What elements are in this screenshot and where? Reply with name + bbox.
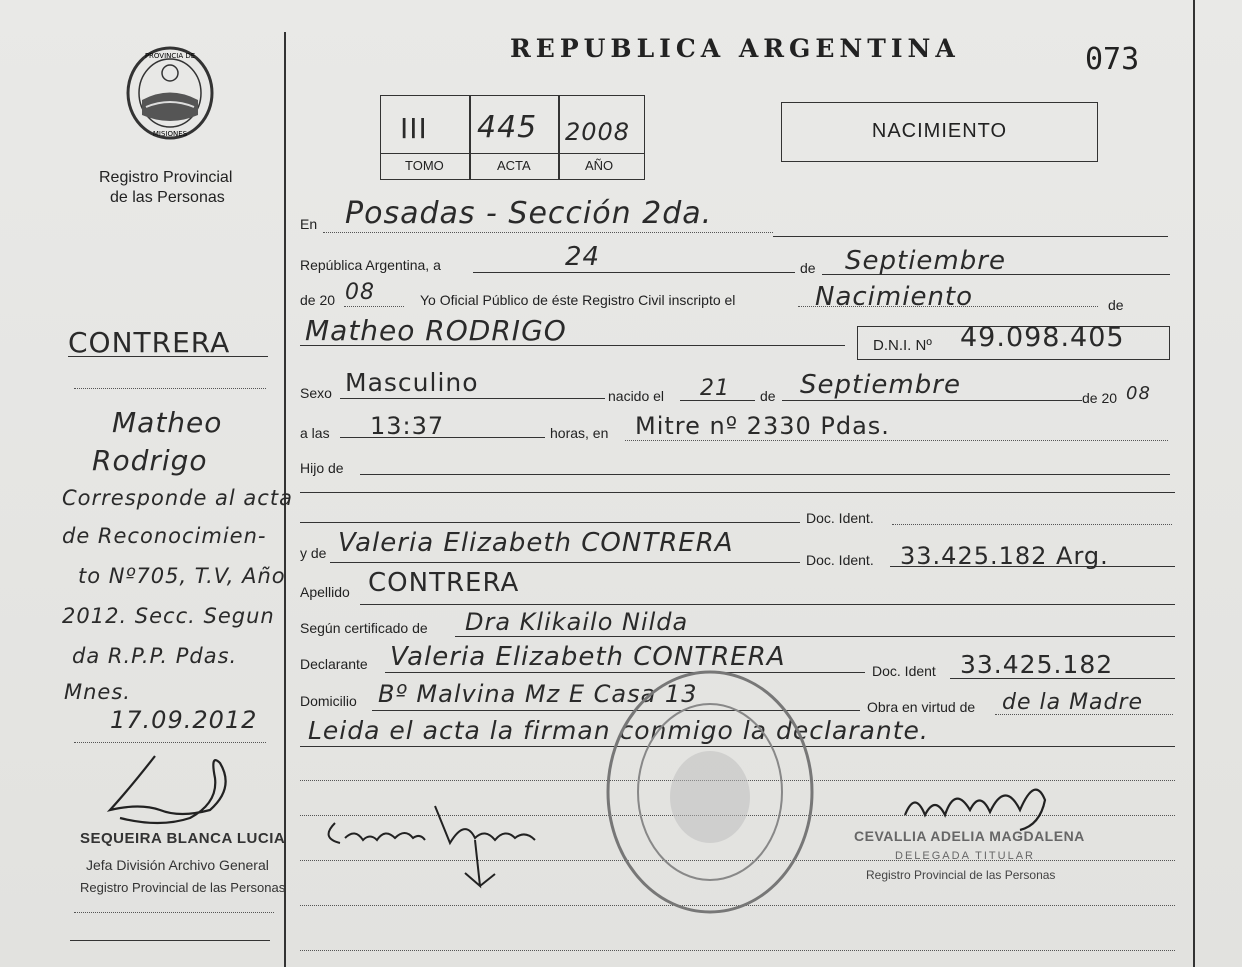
label-hijo-de: Hijo de [300,460,344,476]
margin-note-6: Mnes. [64,680,131,704]
label-declarante: Declarante [300,656,368,672]
value-domicilio: Bº Malvina Mz E Casa 13 [378,680,698,708]
value-leida: Leida el acta la firman conmigo la declarante. [308,716,929,745]
label-apellido: Apellido [300,584,350,600]
acta-label: ACTA [497,158,531,173]
officer-name: CEVALLIA ADELIA MAGDALENA [854,828,1085,844]
type-label: NACIMIENTO [871,120,1008,142]
declarant-signature-icon [315,798,555,898]
anio-label: AÑO [585,158,614,173]
margin-note-1: Corresponde al acta [62,486,293,510]
margin-note-4: 2012. Secc. Segun [62,604,275,628]
margin-note-2: de Reconocimien- [62,524,267,548]
label-domicilio: Domicilio [300,693,357,709]
official-signature-icon [100,748,250,838]
officer-org: Registro Provincial de las Personas [866,868,1056,882]
svg-text:PROVINCIA DE: PROVINCIA DE [144,52,196,60]
value-mes: Septiembre [845,246,1006,276]
margin-note-3: to Nº705, T.V, Año [78,564,286,588]
label-de200: de 20 [1082,390,1118,406]
value-sexo: Masculino [345,368,479,397]
label-en: En [300,216,318,232]
registry-name-line2: de las Personas [110,189,225,206]
tomo-value: III [400,112,428,145]
right-border-rule [1193,0,1195,967]
label-sexo: Sexo [300,385,332,401]
registry-stamp-icon [600,662,820,922]
value-anio-suffix: 08 [345,280,375,305]
official-org: Registro Provincial de las Personas [80,880,286,895]
label-horas-en: horas, en [550,425,609,441]
label-yo-oficial: Yo Oficial Público de éste Registro Civil inscripto el [420,292,736,308]
value-lugar: Posadas - Sección 2da. [345,196,713,231]
label-republica: República Argentina, a [300,257,441,273]
label-segun: Según certificado de [300,620,428,636]
label-doc-ident-1: Doc. Ident. [806,510,874,526]
label-y-de: y de [300,545,327,561]
label-nacido: nacido el [608,388,665,404]
label-dni: D.N.I. Nº [873,337,932,354]
anio-value: 2008 [565,118,631,146]
provincial-seal [124,45,216,141]
seal-emblem-icon [124,45,216,141]
label-a-las: a las [300,425,330,441]
value-dia: 24 [565,242,601,272]
label-de: de [800,260,816,276]
label-doc-ident-3: Doc. Ident [872,663,936,679]
tomo-label: TOMO [405,158,444,173]
value-madre: Valeria Elizabeth CONTRERA [338,528,734,558]
acta-value: 445 [477,110,538,145]
margin-surname: CONTRERA [68,326,231,359]
officer-title: DELEGADA TITULAR [895,850,1035,862]
record-number: 073 [1085,42,1140,77]
margin-note-date: 17.09.2012 [110,706,258,734]
registry-name-line1: Registro Provincial [99,169,233,186]
type-box [781,102,1098,162]
label-obra: Obra en virtud de [867,699,976,715]
label-de2: de [1108,297,1124,313]
label-de3: de [760,388,776,404]
value-nac-mes: Septiembre [800,370,961,400]
margin-given-name-1: Matheo [112,406,223,439]
value-nac-dia: 21 [700,376,730,401]
value-nombre: Matheo RODRIGO [305,314,567,347]
value-lugar-nac: Mitre nº 2330 Pdas. [635,412,890,440]
value-dni: 49.098.405 [960,322,1125,353]
country-title: REPUBLICA ARGENTINA [510,34,960,63]
label-de20: de 20 [300,292,336,308]
value-hora: 13:37 [370,412,445,440]
margin-note-5: da R.P.P. Pdas. [72,644,238,668]
label-doc-ident-2: Doc. Ident. [806,552,874,568]
official-title: Jefa División Archivo General [86,857,269,873]
svg-text:MISIONES: MISIONES [152,130,188,138]
margin-given-name-2: Rodrigo [92,444,208,477]
value-obra: de la Madre [1002,690,1144,715]
value-acto: Nacimiento [815,282,974,312]
value-nac-anio: 08 [1126,383,1151,404]
value-declarante: Valeria Elizabeth CONTRERA [390,642,786,672]
value-madre-doc: 33.425.182 Arg. [900,542,1109,570]
value-declarante-doc: 33.425.182 [960,650,1114,679]
official-name: SEQUEIRA BLANCA LUCIA [80,830,286,847]
value-apellido: CONTRERA [368,568,520,598]
value-certificado: Dra Klikailo Nilda [465,608,689,636]
